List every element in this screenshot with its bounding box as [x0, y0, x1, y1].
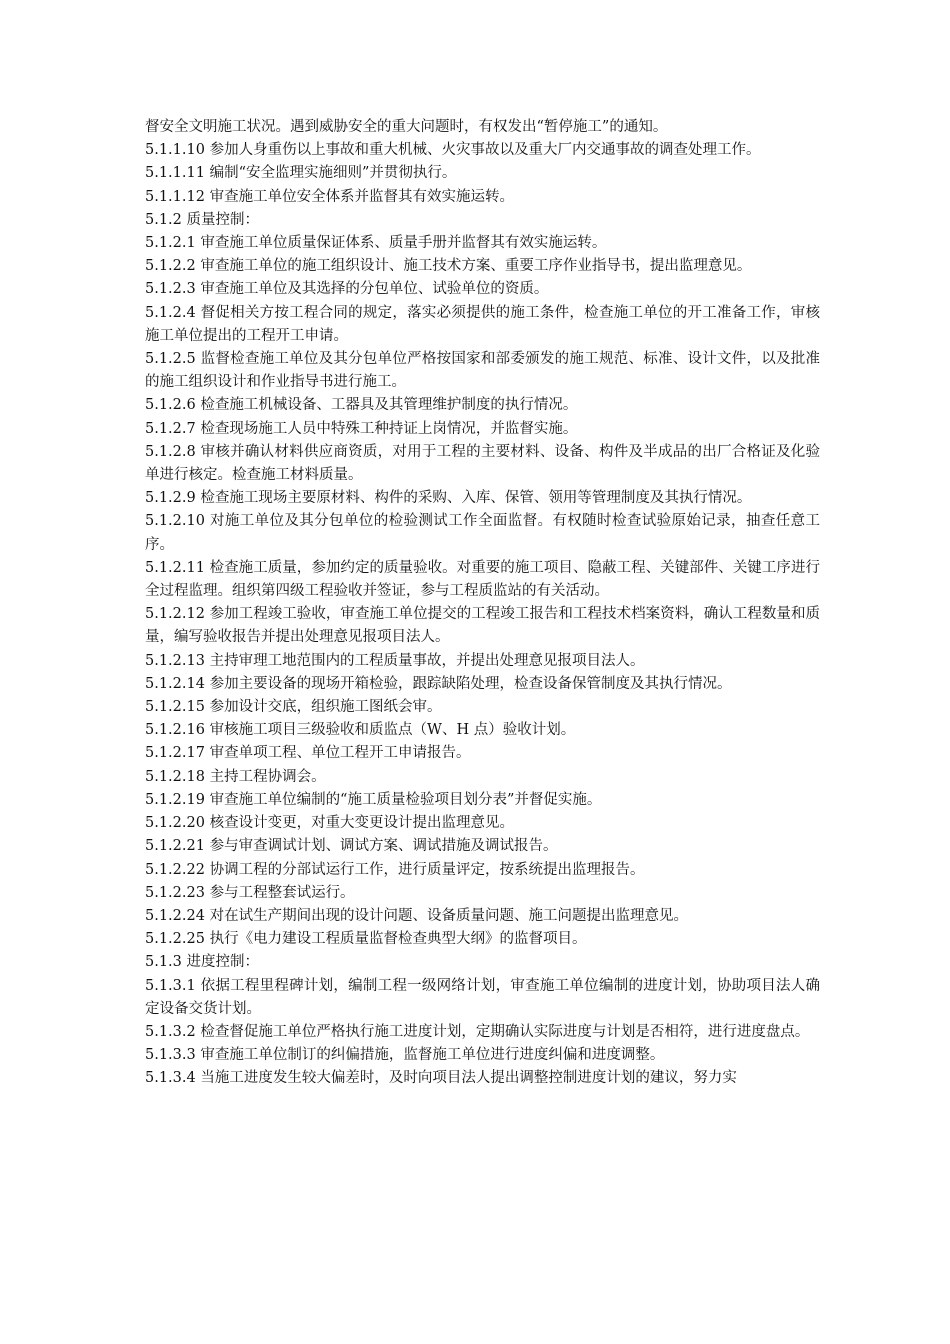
- paragraph: 5.1.2.3 审查施工单位及其选择的分包单位、试验单位的资质。: [145, 281, 549, 298]
- paragraph: 5.1.3.1 依据工程里程碑计划，编制工程一级网络计划，审查施工单位编制的进度计划，协助项目法人确定设备交货计划。: [145, 977, 820, 1017]
- paragraph: 5.1.2.15 参加设计交底，组织施工图纸会审。: [145, 699, 442, 716]
- paragraph: 5.1.2.16 审核施工项目三级验收和质监点（W、H 点）验收计划。: [145, 722, 576, 739]
- paragraph: 5.1.2.18 主持工程协调会。: [145, 768, 326, 785]
- paragraph: 5.1.2.10 对施工单位及其分包单位的检验测试工作全面监督。有权随时检查试验原始记录，抽查任意工序。: [145, 513, 820, 553]
- paragraph: 5.1.1.11 编制“安全监理实施细则”并贯彻执行。: [145, 165, 457, 182]
- paragraph: 5.1.2.4 督促相关方按工程合同的规定，落实必须提供的施工条件，检查施工单位的开工准备工作，审核施工单位提出的工程开工申请。: [145, 304, 820, 344]
- paragraph: 5.1.2.14 参加主要设备的现场开箱检验，跟踪缺陷处理，检查设备保管制度及其执行情况。: [145, 675, 732, 692]
- paragraph: 5.1.3.3 审查施工单位制订的纠偏措施，监督施工单位进行进度纠偏和进度调整。: [145, 1047, 665, 1064]
- document-body: [145, 116, 820, 1091]
- paragraph: 5.1.2.25 执行《电力建设工程质量监督检查典型大纲》的监督项目。: [145, 931, 587, 948]
- paragraph: 5.1.2.8 审核并确认材料供应商资质，对用于工程的主要材料、设备、构件及半成品的出厂合格证及化验单进行核定。检查施工材料质量。: [145, 443, 820, 484]
- paragraph: 5.1.2.5 监督检查施工单位及其分包单位严格按国家和部委颁发的施工规范、标准、设计文件，以及批准的施工组织设计和作业指导书进行施工。: [145, 351, 820, 391]
- paragraph: 5.1.3.2 检查督促施工单位严格执行施工进度计划，定期确认实际进度与计划是否相符，进行进度盘点。: [145, 1023, 810, 1040]
- paragraph: 5.1.2.9 检查施工现场主要原材料、构件的采购、入库、保管、领用等管理制度及其执行情况。: [145, 490, 752, 507]
- paragraph: 5.1.2.1 审查施工单位质量保证体系、质量手册并监督其有效实施运转。: [145, 235, 607, 252]
- paragraph: 5.1.2.2 审查施工单位的施工组织设计、施工技术方案、重要工序作业指导书，提出监理意见。: [145, 258, 752, 275]
- paragraph: 5.1.2.24 对在试生产期间出现的设计问题、设备质量问题、施工问题提出监理意见。: [145, 907, 689, 924]
- paragraph: 5.1.2.23 参与工程整套试运行。: [145, 884, 355, 901]
- paragraph: 5.1.3.4 当施工进度发生较大偏差时，及时向项目法人提出调整控制进度计划的建议，努力实: [145, 1070, 737, 1087]
- paragraph: 5.1.2.7 检查现场施工人员中特殊工种持证上岗情况，并监督实施。: [145, 420, 578, 437]
- paragraph: 5.1.2.12 参加工程竣工验收，审查施工单位提交的工程竣工报告和工程技术档案资料，确认工程数量和质量，编写验收报告并提出处理意见报项目法人。: [145, 606, 820, 646]
- section-heading: 5.1.2 质量控制：: [145, 211, 260, 228]
- paragraph: 5.1.1.12 审查施工单位安全体系并监督其有效实施运转。: [145, 188, 515, 205]
- section-heading: 5.1.3 进度控制：: [145, 954, 260, 971]
- paragraph: 督安全文明施工状况。遇到威胁安全的重大问题时，有权发出“暂停施工”的通知。: [145, 119, 668, 135]
- paragraph: 5.1.1.10 参加人身重伤以上事故和重大机械、火灾事故以及重大厂内交通事故的调查处理工作。: [145, 142, 761, 159]
- paragraph: 5.1.2.19 审查施工单位编制的“施工质量检验项目划分表”并督促实施。: [145, 791, 602, 808]
- paragraph: 5.1.2.22 协调工程的分部试运行工作，进行质量评定，按系统提出监理报告。: [145, 861, 645, 878]
- paragraph: 5.1.2.11 检查施工质量，参加约定的质量验收。对重要的施工项目、隐蔽工程、关键部件、关键工序进行全过程监理。组织第四级工程验收并签证，参与工程质监站的有关活动。: [145, 559, 820, 600]
- paragraph: 5.1.2.20 核查设计变更，对重大变更设计提出监理意见。: [145, 815, 515, 832]
- paragraph: 5.1.2.21 参与审查调试计划、调试方案、调试措施及调试报告。: [145, 838, 558, 855]
- paragraph: 5.1.2.6 检查施工机械设备、工器具及其管理维护制度的执行情况。: [145, 397, 578, 414]
- paragraph: 5.1.2.13 主持审理工地范围内的工程质量事故，并提出处理意见报项目法人。: [145, 652, 645, 669]
- paragraph: 5.1.2.17 审查单项工程、单位工程开工申请报告。: [145, 745, 471, 762]
